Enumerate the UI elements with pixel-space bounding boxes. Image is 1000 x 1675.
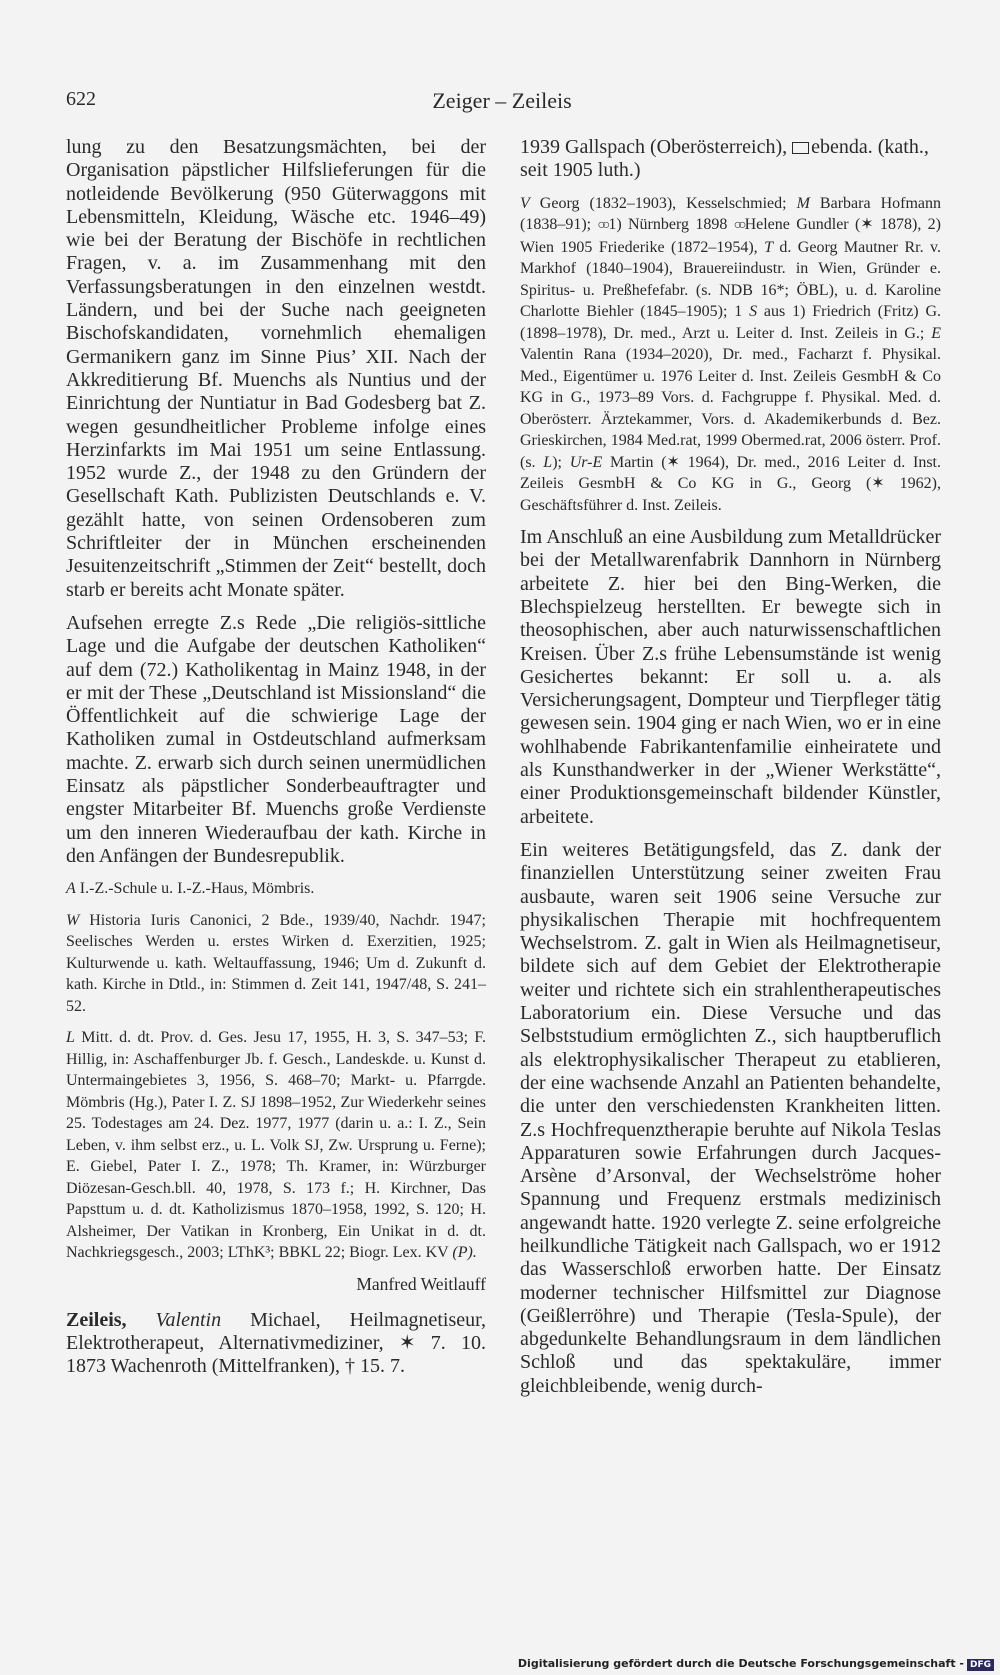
right-paragraph-1: Im Anschluß an eine Ausbildung zum Metalldrücker bei der Metallwarenfabrik Dannhorn in Nürnberg arbeitete Z. hier bei den Bing-Werken, die Blechspielzeug herstellten. Er bewegte sich in theosophischen, aber auch naturwissenschaftlichen Kreisen. Über Z.s frühe Lebensumstände ist wenig Gesichertes bekannt: Er soll u. a. als Versicherungsagent, Dompteur und Tierpfleger tätig gewesen sein. 1904 ging er nach Wien, wo er in eine wohlhabende Fabrikantenfamilie einheiratete und als Kunsthandwerker in der „Wiener Werkstätte“, einer Produktionsgemeinschaft bildender Künstler, arbeitete.	[520, 526, 941, 828]
great-grandchild-label: Ur-E	[569, 453, 603, 471]
works-label: W	[66, 911, 80, 929]
digitization-footer	[518, 1657, 994, 1671]
genealogy-text-6: aus 1) Friedrich (Fritz) G. (1898–1978), Dr. med., Arzt u. Leiter d. Inst. Zeileis in G.;	[520, 303, 942, 342]
daughter-label: T	[764, 238, 773, 256]
left-paragraph-2: Aufsehen erregte Z.s Rede „Die religiös-sittliche Lage und die Aufgabe der deutschen Katholiken“ auf dem (72.) Katholikentag in Mainz 1948, in der er mit der These „Deutschland ist Missionsland“ die Öffentlichkeit auf die schwierige Lage der Katholiken zumal in Ostdeutschland aufmerksam machte. Z. erwarb sich durch seinen unermüdlichen Einsatz als päpstlicher Sonderbeauftragter und engster Mitarbeiter Bf. Muenchs große Verdienste um den inneren Wiederaufbau der kath. Kirche in den Anfängen der Bundesrepublik.	[66, 611, 486, 867]
awards-section	[66, 878, 486, 900]
genealogy-text-8: );	[552, 453, 570, 471]
entry-surname: Zeileis,	[66, 1308, 127, 1331]
genealogy-text-4: Helene Gundler (✶ 1878), 2) Wien 1905 Friederike (1872–1954),	[520, 216, 941, 256]
right-paragraph-2: Ein weiteres Betätigungsfeld, das Z. dank der finanziellen Unterstützung seiner zweiten Frau ausbaute, waren seit 1906 seine Versuche zur physikalischen Therapie mit hochfrequentem Wechselstrom. Z. galt in Wien als Heilmagnetiseur, bildete sich auf dem Gebiet der Elektrotherapie weiter und richtete sich ein strahlentherapeutisches Laboratorium ein. Diese Versuche und das Selbststudium ermöglichten Z., sich hauptberuflich als elektrophysikalischer Therapeut zu etablieren, der eine wachsende Anzahl an Patienten behandelte, die unter den verschiedensten Krankheiten litten. Z.s Hochfrequenztherapie beruhte auf Nikola Teslas Apparaturen sowie Erfahrungen durch Jacques-Arsène d’Arsonval, der Wechselströme hoher Spannung und Frequenz erstmals medizinisch angewandt hatte. 1920 verlegte Z. seine erfolgreiche heilkundliche Tätigkeit nach Gallspach, wo er 1912 das Wasserschloß erworben hatte. Der Einsatz moderner technischer Hilfsmittel zur Diagnose (Geißlerröhre) und Therapie (Tesla-Spule), der abgedunkelte Behandlungsraum in dem ländlichen Schloß und das spektakuläre, immer gleichbleibende, wenig durch-	[520, 838, 941, 1397]
genealogy-text-1: Georg (1832–1903), Kesselschmied;	[529, 194, 797, 212]
genealogy-section	[520, 193, 941, 517]
entry-continuation	[520, 136, 941, 183]
page-number: 622	[66, 88, 96, 110]
running-title: Zeiger – Zeileis	[432, 88, 572, 113]
genealogy-text-9: Martin (✶ 1964), Dr. med., 2016 Leiter d. Inst. Zeileis GesmbH & Co KG in G., Georg (✶ 1962), Geschäftsführer d. Inst. Zeileis.	[520, 453, 942, 514]
burial-icon	[792, 142, 809, 154]
genealogy-text-5: d. Georg Mautner Rr. v. Markhof (1840–1904), Brauereiindustr. in Wien, Gründer e. Spiritus- u. Preßhefefabr. (s. NDB 16*; ÖBL), u. d. Karoline Charlotte Biehler (1845–1905); 1	[520, 238, 941, 321]
right-column	[520, 136, 941, 1398]
literature-label: L	[66, 1029, 75, 1047]
literature-end: (P).	[452, 1244, 477, 1262]
entry-death-place: 1939 Gallspach (Oberösterreich),	[520, 136, 793, 158]
entry-given-name: Valentin	[126, 1308, 222, 1331]
genealogy-text-2: Barbara Hofmann (1838–91);	[520, 194, 941, 234]
page-header	[66, 88, 938, 120]
works-section	[66, 910, 486, 1018]
entry-burial-confession: ebenda. (kath., seit 1905 luth.)	[520, 136, 929, 182]
mother-label: M	[796, 194, 810, 212]
entry-intro: Michael, Heilmagnetiseur, Elektrotherapeut, Alternativmediziner, ✶ 7. 10. 1873 Wachenroth (Mittelfranken), † 15. 7.	[66, 1308, 486, 1378]
literature-text: Mitt. d. dt. Prov. d. Ges. Jesu 17, 1955, H. 3, S. 347–53; F. Hillig, in: Aschaffenburger Jb. f. Gesch., Landeskde. u. Kunst d. Untermaingebietes 3, 1956, S. 468–70; Markt- u. Pfarrgde. Mömbris (Hg.), Pater I. Z. SJ 1898–1952, Zur Wiederkehr seines 25. Todestages am 24. Dez. 1977, 1977 (darin u. a.: I. Z., Sein Leben, v. ihm selbst erz., u. L. Volk SJ, Zw. Ursprung u. Ferne); E. Giebel, Pater I. Z., 1978; Th. Kramer, in: Würzburger Diözesan-Gesch.bll. 40, 1978, S. 173 f.; H. Kirchner, Das Papsttum u. d. dt. Katholizismus 1870–1958, 1992, S. 120; H. Alsheimer, Der Vatikan in Kronberg, Ein Unikat in d. dt. Nachkriegsgesch., 2003; LThK³; BBKL 22; Biogr. Lex. KV	[66, 1029, 486, 1262]
awards-text: I.-Z.-Schule u. I.-Z.-Haus, Mömbris.	[75, 880, 315, 898]
genealogy-text-7: Valentin Rana (1934–2020), Dr. med., Facharzt f. Physikal. Med., Eigentümer u. 1976 Leiter d. Inst. Zeileis GesmbH & Co KG in G., 1973–89 Vors. d. Fachgruppe f. Physikal. Med. d. Oberösterr. Ärztekammer, Vors. d. Akademikerbunds d. Bez. Grieskirchen, 1984 Med.rat, 1999 Obermed.rat, 2006 österr. Prof. (s.	[520, 346, 941, 471]
marriage-icon: ○○	[597, 218, 607, 234]
footer-text: Digitalisierung gefördert durch die Deutsche Forschungsgemeinschaft -	[517, 1657, 964, 1670]
entry-heading	[66, 1309, 486, 1379]
left-column	[66, 136, 486, 1379]
article-author: Manfred Weitlauff	[356, 1273, 486, 1294]
son-label: S	[749, 303, 758, 321]
dfg-logo: DFG	[967, 1659, 994, 1671]
left-paragraph-1: lung zu den Besatzungsmächten, bei der Organisation päpstlicher Hilfslieferungen für die notleidende Bevölkerung (950 Güterwaggons mit Lebensmitteln, Kleidung, Wäsche etc. 1946–49) wie bei der Beratung der Bischöfe in rechtlichen Fragen, v. a. im Zusammenhang mit den Verfassungsberatungen in den einzelnen westdt. Ländern, und bei der Suche nach geeigneten Bischofskandidaten, vornehmlich ehemaligen Germanikern ganz im Sinne Pius’ XII. Nach der Akkreditierung Bf. Muenchs als Nuntius und der Einrichtung der Nuntiatur in Bad Godesberg bat Z. wegen gesundheitlicher Probleme infolge eines Herzinfarkts im Mai 1951 um seine Entlassung. 1952 wurde Z., der 1948 zu den Gründern der Gesellschaft Kath. Publizisten Deutschlands e. V. gezählt hatte, von seinen Ordensoberen zum Schriftleiter der in München erscheinenden Jesuitenzeitschrift „Stimmen der Zeit“ bestellt, doch starb er bereits acht Monate später.	[66, 136, 486, 601]
grandchild-label: E	[931, 324, 941, 342]
literature-ref-label: L	[543, 453, 553, 471]
awards-label: A	[66, 880, 76, 898]
literature-section	[66, 1027, 486, 1264]
works-text: Historia Iuris Canonici, 2 Bde., 1939/40, Nachdr. 1947; Seelisches Werden u. erstes Wirken d. Exerzitien, 1925; Kulturwende u. kath. Weltauffassung, 1946; Um d. Zukunft d. kath. Kirche in Dtld., in: Stimmen d. Zeit 141, 1947/48, S. 241–52.	[66, 911, 486, 1015]
father-label: V	[520, 194, 530, 212]
marriage-icon-2: ○○	[733, 218, 743, 234]
genealogy-text-3: 1) Nürnberg 1898	[608, 216, 734, 234]
